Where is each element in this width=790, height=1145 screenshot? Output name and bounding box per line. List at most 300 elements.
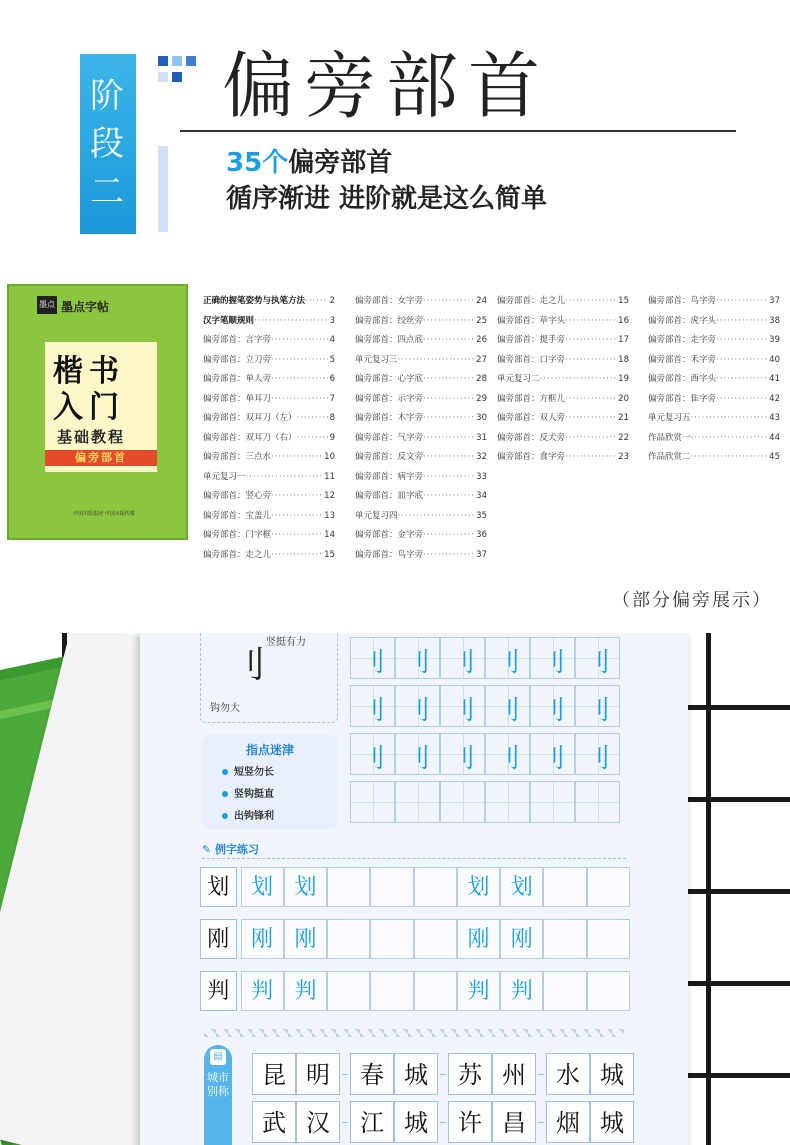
toc-leader-dots bbox=[565, 429, 616, 449]
toc-entry-title: 偏旁部首：鸟字旁 bbox=[355, 549, 424, 560]
toc-leader-dots bbox=[398, 507, 475, 527]
toc-entry-page: 40 bbox=[769, 354, 780, 365]
toc-entry-title: 偏旁部首：单人旁 bbox=[203, 374, 272, 384]
cover-title-line1: 楷书 bbox=[53, 354, 125, 389]
tips-item-text: 短竖勿长 bbox=[234, 767, 274, 778]
toc-entry-title: 偏旁部首：口字旁 bbox=[497, 354, 566, 365]
city-connector bbox=[438, 1101, 448, 1143]
toc-leader-dots bbox=[423, 526, 474, 546]
example-cell bbox=[414, 867, 457, 907]
practice-cell bbox=[575, 733, 620, 775]
example-cell bbox=[370, 971, 413, 1011]
toc-entry-page: 15 bbox=[324, 549, 335, 560]
practice-grid-row bbox=[350, 733, 620, 775]
toc-entry-title: 偏旁部首：金字旁 bbox=[355, 530, 424, 540]
toc-leader-dots bbox=[691, 448, 768, 468]
toc-leader-dots bbox=[305, 292, 328, 312]
tips-item-text: 出钩锋利 bbox=[234, 811, 274, 822]
toc-entry bbox=[355, 429, 487, 449]
page-title: 偏旁部首 bbox=[222, 44, 551, 128]
toc-entry-title: 偏旁部首：反文旁 bbox=[355, 452, 424, 462]
stage-char: 段 bbox=[90, 124, 126, 164]
cover-publisher: 中国出版集团 中国出版传媒 bbox=[73, 511, 135, 517]
toc-entry bbox=[497, 409, 629, 429]
city-char-cell: 许 bbox=[448, 1101, 492, 1143]
example-cell bbox=[543, 919, 586, 959]
toc-leader-dots bbox=[565, 292, 616, 312]
toc-leader-dots bbox=[271, 526, 322, 546]
practice-cell bbox=[530, 733, 575, 775]
toc-entry-page: 12 bbox=[324, 491, 335, 501]
toc-leader-dots bbox=[271, 546, 322, 566]
city-char-cell: 昌 bbox=[492, 1101, 536, 1143]
example-cell: 划 bbox=[500, 867, 543, 907]
practice-glyph: 刂 bbox=[449, 648, 476, 678]
toc-entry-title: 偏旁部首：单耳刀 bbox=[203, 393, 272, 404]
toc-entry-title: 汉字笔顺规则 bbox=[203, 315, 255, 326]
toc-entry bbox=[648, 331, 780, 351]
city-nickname-label: 城市别称 bbox=[207, 1071, 229, 1098]
toc-entry-title: 偏旁部首：女字旁 bbox=[355, 296, 424, 306]
toc-leader-dots bbox=[297, 409, 328, 429]
toc-column-2 bbox=[355, 292, 487, 565]
subtitle-slogan: 循序渐进 进阶就是这么简单 bbox=[226, 184, 548, 214]
toc-leader-dots bbox=[271, 351, 328, 371]
practice-grid-row bbox=[350, 637, 620, 679]
toc-entry-page: 37 bbox=[769, 296, 780, 306]
brand-logo: 墨点 bbox=[37, 296, 57, 314]
toc-entry bbox=[648, 370, 780, 390]
book-icon: ▤ bbox=[210, 1049, 226, 1065]
cover-subtitle: 基础教程 bbox=[57, 428, 126, 446]
toc-entry-page: 34 bbox=[476, 491, 487, 501]
toc-entry-page: 6 bbox=[329, 374, 335, 384]
toc-leader-dots bbox=[716, 370, 767, 390]
toc-entry-title: 偏旁部首：隹字旁 bbox=[648, 393, 717, 404]
toc-entry-page: 15 bbox=[618, 296, 629, 306]
toc-entry bbox=[648, 312, 780, 332]
toc-entry-title: 偏旁部首：绞丝旁 bbox=[355, 315, 424, 326]
toc-entry-title: 偏旁部首：走之儿 bbox=[203, 549, 272, 560]
practice-cell bbox=[395, 637, 440, 679]
deco-square bbox=[186, 56, 196, 66]
toc-leader-dots bbox=[297, 429, 328, 449]
toc-entry-title: 偏旁部首：西字头 bbox=[648, 374, 717, 384]
toc-entry bbox=[355, 390, 487, 410]
toc-entry bbox=[648, 429, 780, 449]
toc-entry-page: 23 bbox=[618, 452, 629, 462]
toc-leader-dots bbox=[691, 409, 768, 429]
deco-square bbox=[172, 56, 182, 66]
practice-glyph: 刂 bbox=[359, 744, 386, 774]
title-underline bbox=[180, 130, 736, 132]
toc-leader-dots bbox=[271, 390, 328, 410]
practice-cell bbox=[395, 781, 440, 823]
city-char-cell: 城 bbox=[394, 1053, 438, 1095]
practice-glyph: 刂 bbox=[584, 696, 611, 726]
toc-leader-dots bbox=[423, 312, 474, 332]
toc-column-1 bbox=[203, 292, 335, 565]
practice-glyph: 刂 bbox=[584, 648, 611, 678]
toc-entry-title: 偏旁部首：示字旁 bbox=[355, 393, 424, 404]
toc-entry bbox=[355, 487, 487, 507]
toc-leader-dots bbox=[271, 487, 322, 507]
toc-leader-dots bbox=[716, 331, 767, 351]
practice-grid-row bbox=[350, 685, 620, 727]
pencil-icon: ✎ bbox=[202, 843, 216, 856]
toc-entry bbox=[203, 507, 335, 527]
practice-cell bbox=[575, 685, 620, 727]
example-head-char: 划 bbox=[200, 867, 237, 907]
toc-entry-page: 27 bbox=[476, 354, 487, 365]
practice-cell bbox=[440, 781, 485, 823]
toc-entry-title: 单元复习二 bbox=[497, 374, 540, 384]
example-head-char: 刚 bbox=[200, 919, 237, 959]
practice-cell bbox=[440, 733, 485, 775]
toc-entry-title: 偏旁部首：立刀旁 bbox=[203, 354, 272, 365]
city-row bbox=[252, 1053, 634, 1095]
practice-cell bbox=[350, 685, 395, 727]
tips-item bbox=[222, 807, 274, 822]
bullet-icon bbox=[222, 791, 228, 797]
toc-entry bbox=[648, 292, 780, 312]
cover-title-line2: 入门 bbox=[53, 390, 125, 425]
practice-glyph: 刂 bbox=[494, 744, 521, 774]
city-char-cell: 明 bbox=[296, 1053, 340, 1095]
workbook-photo bbox=[0, 633, 790, 1145]
practice-cell bbox=[395, 685, 440, 727]
toc-entry-page: 33 bbox=[476, 471, 487, 482]
toc-entry bbox=[497, 429, 629, 449]
toc-leader-dots bbox=[423, 468, 474, 488]
city-char-cell: 汉 bbox=[296, 1101, 340, 1143]
city-row bbox=[252, 1101, 634, 1143]
toc-entry bbox=[355, 546, 487, 566]
bullet-icon bbox=[222, 813, 228, 819]
toc-entry-title: 偏旁部首：三点水 bbox=[203, 452, 272, 462]
example-cell bbox=[587, 919, 630, 959]
stage-char: 阶 bbox=[90, 76, 126, 116]
toc-entry-page: 7 bbox=[329, 393, 335, 404]
example-cell bbox=[414, 919, 457, 959]
toc-entry-page: 20 bbox=[618, 393, 629, 404]
toc-entry-page: 35 bbox=[476, 510, 487, 521]
practice-glyph: 刂 bbox=[404, 648, 431, 678]
toc-entry-page: 32 bbox=[476, 452, 487, 462]
toc-entry-title: 偏旁部首：虎字头 bbox=[648, 315, 717, 326]
practice-glyph: 刂 bbox=[494, 696, 521, 726]
toc-leader-dots bbox=[423, 292, 474, 312]
example-cell bbox=[587, 867, 630, 907]
city-char-cell: 城 bbox=[590, 1101, 634, 1143]
city-char-cell: 苏 bbox=[448, 1053, 492, 1095]
example-cell bbox=[327, 971, 370, 1011]
example-cell: 判 bbox=[284, 971, 327, 1011]
toc-entry-page: 2 bbox=[329, 296, 335, 306]
toc-entry-page: 3 bbox=[329, 315, 335, 326]
toc-entry-page: 29 bbox=[476, 393, 487, 404]
toc-entry-title: 偏旁部首：方框儿 bbox=[497, 393, 566, 404]
example-cell: 刚 bbox=[241, 919, 284, 959]
example-cell bbox=[587, 971, 630, 1011]
toc-entry-page: 36 bbox=[476, 530, 487, 540]
toc-entry bbox=[648, 409, 780, 429]
example-cell: 判 bbox=[241, 971, 284, 1011]
toc-entry bbox=[355, 312, 487, 332]
toc-entry-title: 单元复习三 bbox=[355, 354, 398, 365]
toc-entry-title: 偏旁部首：双耳刀（右） bbox=[203, 432, 297, 443]
practice-cell bbox=[530, 781, 575, 823]
toc-entry bbox=[355, 351, 487, 371]
practice-cell bbox=[575, 781, 620, 823]
practice-glyph: 刂 bbox=[539, 744, 566, 774]
deco-square bbox=[172, 72, 182, 82]
toc-entry-page: 5 bbox=[329, 354, 335, 365]
practice-cell bbox=[440, 637, 485, 679]
city-char-cell: 水 bbox=[546, 1053, 590, 1095]
toc-entry-title: 单元复习四 bbox=[355, 510, 398, 521]
toc-entry bbox=[203, 292, 335, 312]
toc-entry-title: 单元复习一 bbox=[203, 471, 246, 482]
toc-entry-title: 偏旁部首：反犬旁 bbox=[497, 432, 566, 443]
practice-glyph: 刂 bbox=[449, 696, 476, 726]
example-cell bbox=[327, 919, 370, 959]
practice-cell bbox=[530, 685, 575, 727]
practice-cell bbox=[485, 637, 530, 679]
stage-label-box bbox=[80, 54, 136, 234]
practice-glyph: 刂 bbox=[359, 696, 386, 726]
toc-entry-title: 偏旁部首：走字旁 bbox=[648, 335, 717, 345]
toc-entry bbox=[497, 351, 629, 371]
toc-entry bbox=[203, 429, 335, 449]
toc-leader-dots bbox=[716, 312, 767, 332]
toc-leader-dots bbox=[423, 487, 474, 507]
practice-cell bbox=[350, 733, 395, 775]
toc-entry-page: 4 bbox=[329, 335, 335, 345]
toc-leader-dots bbox=[271, 370, 328, 390]
toc-leader-dots bbox=[271, 331, 328, 351]
practice-cell bbox=[485, 685, 530, 727]
example-cell bbox=[543, 971, 586, 1011]
toc-entry-page: 24 bbox=[476, 296, 487, 306]
stroke-note-top: 竖挺有力 bbox=[266, 637, 306, 648]
toc-leader-dots bbox=[716, 390, 767, 410]
toc-entry-title: 偏旁部首：病字旁 bbox=[355, 471, 424, 482]
toc-leader-dots bbox=[423, 429, 474, 449]
example-row bbox=[200, 919, 630, 959]
toc-leader-dots bbox=[716, 351, 767, 371]
example-section-label bbox=[202, 841, 259, 857]
deco-square bbox=[158, 72, 168, 82]
toc-entry-title: 作品欣赏一 bbox=[648, 432, 691, 443]
toc-entry-title: 作品欣赏二 bbox=[648, 452, 691, 462]
book-cover bbox=[7, 284, 188, 540]
toc-entry-page: 44 bbox=[769, 432, 780, 443]
practice-glyph: 刂 bbox=[539, 696, 566, 726]
practice-glyph: 刂 bbox=[539, 648, 566, 678]
toc-entry-page: 28 bbox=[476, 374, 487, 384]
toc-entry-title: 偏旁部首：食字旁 bbox=[497, 452, 566, 462]
toc-entry-page: 26 bbox=[476, 335, 487, 345]
toc-entry-title: 偏旁部首：双耳刀（左） bbox=[203, 413, 297, 423]
toc-entry bbox=[203, 331, 335, 351]
city-nickname-tab bbox=[204, 1045, 232, 1145]
toc-column-3 bbox=[497, 292, 629, 468]
toc-entry-title: 偏旁部首：竖心旁 bbox=[203, 491, 272, 501]
toc-leader-dots bbox=[398, 351, 475, 371]
example-cell: 刚 bbox=[457, 919, 500, 959]
toc-entry-title: 偏旁部首：心字底 bbox=[355, 374, 424, 384]
tips-item bbox=[222, 785, 274, 800]
example-cell bbox=[370, 867, 413, 907]
toc-entry-title: 偏旁部首：宝盖儿 bbox=[203, 510, 272, 521]
subtitle-count-text: 偏旁部首 bbox=[288, 148, 393, 178]
example-section-text: 例字练习 bbox=[215, 843, 260, 856]
city-connector bbox=[438, 1053, 448, 1095]
toc-entry bbox=[203, 546, 335, 566]
toc-leader-dots bbox=[423, 331, 474, 351]
city-char-cell: 城 bbox=[590, 1053, 634, 1095]
toc-entry-page: 11 bbox=[324, 471, 335, 482]
example-cell: 划 bbox=[457, 867, 500, 907]
example-cell bbox=[543, 867, 586, 907]
toc-leader-dots bbox=[271, 448, 322, 468]
city-char-cell: 州 bbox=[492, 1053, 536, 1095]
toc-entry-title: 偏旁部首：双人旁 bbox=[497, 413, 566, 423]
toc-entry-title: 偏旁部首：鸟字旁 bbox=[648, 296, 717, 306]
toc-entry bbox=[203, 487, 335, 507]
toc-entry bbox=[203, 351, 335, 371]
subtitle-count-number: 35个 bbox=[226, 148, 289, 178]
deco-square bbox=[158, 56, 168, 66]
toc-entry-page: 16 bbox=[618, 315, 629, 326]
toc-entry bbox=[203, 370, 335, 390]
example-cell: 判 bbox=[500, 971, 543, 1011]
example-cell bbox=[370, 919, 413, 959]
toc-entry bbox=[355, 409, 487, 429]
toc-entry bbox=[497, 390, 629, 410]
toc-entry bbox=[648, 351, 780, 371]
toc-entry bbox=[355, 448, 487, 468]
practice-glyph: 刂 bbox=[359, 648, 386, 678]
toc-entry bbox=[203, 448, 335, 468]
toc-leader-dots bbox=[565, 331, 616, 351]
toc-entry-page: 45 bbox=[769, 452, 780, 462]
city-connector bbox=[340, 1101, 350, 1143]
toc-entry bbox=[355, 292, 487, 312]
city-char-cell: 昆 bbox=[252, 1053, 296, 1095]
city-char-cell: 武 bbox=[252, 1101, 296, 1143]
toc-entry-page: 10 bbox=[324, 452, 335, 462]
city-char-cell: 城 bbox=[394, 1101, 438, 1143]
toc-entry-page: 14 bbox=[324, 530, 335, 540]
toc-entry bbox=[203, 312, 335, 332]
toc-entry bbox=[497, 331, 629, 351]
toc-leader-dots bbox=[423, 409, 474, 429]
toc-leader-dots bbox=[254, 312, 328, 332]
toc-leader-dots bbox=[565, 409, 616, 429]
toc-entry bbox=[497, 312, 629, 332]
example-cell: 刚 bbox=[284, 919, 327, 959]
toc-entry bbox=[497, 370, 629, 390]
toc-entry-page: 38 bbox=[769, 315, 780, 326]
toc-entry bbox=[355, 507, 487, 527]
toc-leader-dots bbox=[423, 370, 474, 390]
toc-entry-title: 偏旁部首：草字头 bbox=[497, 315, 566, 326]
practice-glyph: 刂 bbox=[494, 648, 521, 678]
toc-entry bbox=[497, 448, 629, 468]
toc-entry-page: 43 bbox=[769, 413, 780, 423]
example-cell: 划 bbox=[284, 867, 327, 907]
practice-cell bbox=[350, 637, 395, 679]
practice-glyph: 刂 bbox=[449, 744, 476, 774]
city-char-cell: 江 bbox=[350, 1101, 394, 1143]
toc-entry-page: 17 bbox=[618, 335, 629, 345]
diamond-divider bbox=[204, 1029, 624, 1037]
example-row bbox=[200, 971, 630, 1011]
practice-glyph: 刂 bbox=[404, 696, 431, 726]
toc-entry-title: 偏旁部首：提手旁 bbox=[497, 335, 566, 345]
subtitle-count bbox=[226, 142, 392, 179]
toc-entry-page: 31 bbox=[476, 432, 487, 443]
example-divider bbox=[202, 858, 626, 859]
tips-item bbox=[222, 763, 274, 778]
toc-entry-page: 8 bbox=[329, 413, 335, 423]
toc-entry bbox=[355, 526, 487, 546]
toc-entry bbox=[648, 448, 780, 468]
toc-entry-title: 偏旁部首：门字框 bbox=[203, 530, 272, 540]
toc-entry-title: 偏旁部首：走之儿 bbox=[497, 296, 566, 306]
tips-title: 指点迷津 bbox=[245, 743, 294, 757]
toc-entry bbox=[648, 390, 780, 410]
toc-entry-title: 偏旁部首：四点底 bbox=[355, 335, 424, 345]
toc-leader-dots bbox=[691, 429, 768, 449]
toc-entry-page: 19 bbox=[618, 374, 629, 384]
cover-tag: 偏旁部首 bbox=[45, 450, 157, 466]
toc-entry-title: 正确的握笔姿势与执笔方法 bbox=[203, 296, 306, 306]
practice-cell bbox=[485, 733, 530, 775]
toc-entry bbox=[355, 370, 487, 390]
city-char-cell: 春 bbox=[350, 1053, 394, 1095]
toc-entry-page: 22 bbox=[618, 432, 629, 443]
toc-entry bbox=[203, 409, 335, 429]
toc-entry bbox=[497, 292, 629, 312]
toc-leader-dots bbox=[423, 546, 474, 566]
toc-leader-dots bbox=[423, 390, 474, 410]
toc-entry-page: 13 bbox=[324, 510, 335, 521]
toc-entry-page: 42 bbox=[769, 393, 780, 404]
practice-glyph: 刂 bbox=[404, 744, 431, 774]
city-char-cell: 烟 bbox=[546, 1101, 590, 1143]
toc-entry-page: 18 bbox=[618, 354, 629, 365]
practice-cell bbox=[530, 637, 575, 679]
stroke-demo-glyph: 刂 bbox=[230, 645, 267, 686]
example-cell bbox=[327, 867, 370, 907]
city-connector bbox=[340, 1053, 350, 1095]
deco-vertical-bar bbox=[158, 146, 168, 232]
toc-entry-page: 25 bbox=[476, 315, 487, 326]
tips-box bbox=[202, 735, 338, 829]
toc-leader-dots bbox=[716, 292, 767, 312]
city-connector bbox=[536, 1101, 546, 1143]
toc-entry-title: 偏旁部首：木字旁 bbox=[355, 413, 424, 423]
toc-entry bbox=[203, 468, 335, 488]
toc-leader-dots bbox=[565, 312, 616, 332]
example-row bbox=[200, 867, 630, 907]
toc-entry-page: 41 bbox=[769, 374, 780, 384]
practice-cell bbox=[395, 733, 440, 775]
example-head-char: 判 bbox=[200, 971, 237, 1011]
